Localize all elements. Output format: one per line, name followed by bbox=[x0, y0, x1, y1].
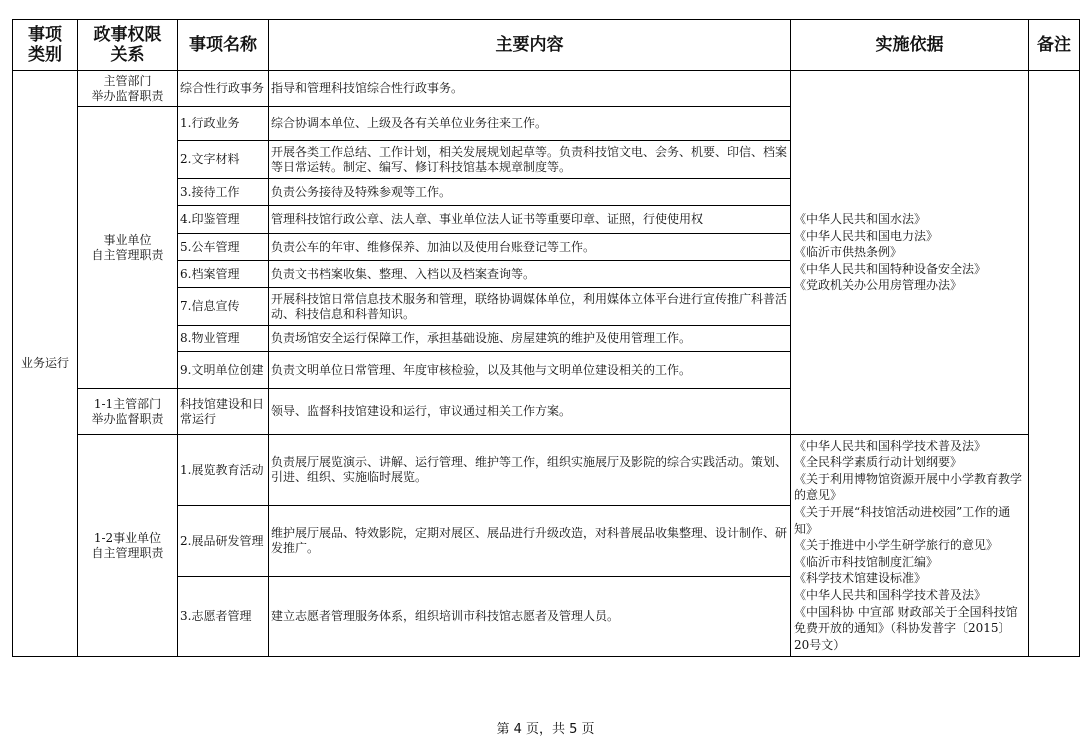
basis-item: 《全民科学素质行动计划纲要》 bbox=[794, 455, 963, 470]
basis-item: 《党政机关办公用房管理办法》 bbox=[794, 278, 963, 293]
basis-item: 《中国科协 中宣部 财政部关于全国科技馆免费开放的通知》（科协发普字〔2015〕20号文） bbox=[794, 604, 1018, 652]
header-content: 主要内容 bbox=[269, 20, 791, 71]
item-name: 3.志愿者管理 bbox=[178, 577, 269, 657]
table-row bbox=[13, 435, 1080, 506]
basis-cell-group1 bbox=[791, 71, 1029, 435]
basis-item: 《临沂市供热条例》 bbox=[794, 245, 903, 260]
basis-item: 《科学技术馆建设标准》 bbox=[794, 571, 927, 586]
item-content: 建立志愿者管理服务体系，组织培训市科技馆志愿者及管理人员。 bbox=[269, 577, 791, 657]
item-content: 维护展厅展品、特效影院，定期对展区、展品进行升级改造，对科普展品收集整理、设计制作、研发推广。 bbox=[269, 506, 791, 577]
item-name: 4.印鉴管理 bbox=[178, 206, 269, 234]
header-name: 事项名称 bbox=[178, 20, 269, 71]
item-content: 负责公务接待及特殊参观等工作。 bbox=[269, 179, 791, 206]
item-name: 3.接待工作 bbox=[178, 179, 269, 206]
table-row bbox=[13, 71, 1080, 107]
item-name: 8.物业管理 bbox=[178, 326, 269, 352]
basis-item: 《关于开展“科技馆活动进校园”工作的通知》 bbox=[794, 505, 1011, 536]
remarks-cell bbox=[1029, 71, 1080, 657]
item-name: 1.行政业务 bbox=[178, 107, 269, 141]
basis-item: 《关于推进中小学生研学旅行的意见》 bbox=[794, 538, 999, 553]
item-content: 指导和管理科技馆综合性行政事务。 bbox=[269, 71, 791, 107]
basis-item: 《关于利用博物馆资源开展中小学教育教学的意见》 bbox=[794, 471, 1023, 503]
header-row bbox=[13, 20, 1080, 71]
relation-cell: 1-2事业单位 自主管理职责 bbox=[78, 435, 178, 657]
header-remarks: 备注 bbox=[1029, 20, 1080, 71]
item-name: 5.公车管理 bbox=[178, 234, 269, 261]
responsibility-table bbox=[12, 19, 1080, 657]
item-name: 综合性行政事务 bbox=[178, 71, 269, 107]
item-name: 9.文明单位创建 bbox=[178, 352, 269, 389]
item-name: 1.展览教育活动 bbox=[178, 435, 269, 506]
basis-item: 《中华人民共和国电力法》 bbox=[794, 228, 939, 243]
item-name: 2.文字材料 bbox=[178, 141, 269, 179]
basis-item: 《中华人民共和国科学技术普及法》 bbox=[794, 438, 987, 453]
basis-item: 《中华人民共和国科学技术普及法》 bbox=[794, 587, 987, 602]
relation-cell: 事业单位 自主管理职责 bbox=[78, 107, 178, 389]
item-content: 开展各类工作总结、工作计划，相关发展规划起草等。负责科技馆文电、会务、机要、印信、档案等日常运转。制定、编写、修订科技馆基本规章制度等。 bbox=[269, 141, 791, 179]
header-relation: 政事权限 关系 bbox=[78, 20, 178, 71]
basis-item: 《临沂市科技馆制度汇编》 bbox=[794, 554, 939, 569]
item-content: 负责公车的年审、维修保养、加油以及使用台账登记等工作。 bbox=[269, 234, 791, 261]
item-content: 负责场馆安全运行保障工作，承担基础设施、房屋建筑的维护及使用管理工作。 bbox=[269, 326, 791, 352]
item-content: 领导、监督科技馆建设和运行，审议通过相关工作方案。 bbox=[269, 389, 791, 435]
item-content: 管理科技馆行政公章、法人章、事业单位法人证书等重要印章、证照，行使使用权 bbox=[269, 206, 791, 234]
item-name: 6.档案管理 bbox=[178, 261, 269, 288]
header-category: 事项 类别 bbox=[13, 20, 78, 71]
item-name: 7.信息宣传 bbox=[178, 288, 269, 326]
page-footer: 第 4 页，共 5 页 bbox=[496, 722, 595, 737]
basis-item: 《中华人民共和国水法》 bbox=[794, 212, 927, 227]
item-content: 负责文明单位日常管理、年度审核检验，以及其他与文明单位建设相关的工作。 bbox=[269, 352, 791, 389]
header-basis: 实施依据 bbox=[791, 20, 1029, 71]
item-content: 负责文书档案收集、整理、入档以及档案查询等。 bbox=[269, 261, 791, 288]
category-cell: 业务运行 bbox=[13, 71, 78, 657]
item-content: 开展科技馆日常信息技术服务和管理，联络协调媒体单位，利用媒体立体平台进行宣传推广科普活动、科技信息和科普知识。 bbox=[269, 288, 791, 326]
basis-item: 《中华人民共和国特种设备安全法》 bbox=[794, 261, 987, 276]
item-content: 负责展厅展览演示、讲解、运行管理、维护等工作，组织实施展厅及影院的综合实践活动。策划、引进、组织、实施临时展览。 bbox=[269, 435, 791, 506]
relation-cell: 主管部门 举办监督职责 bbox=[78, 71, 178, 107]
item-name: 科技馆建设和日常运行 bbox=[178, 389, 269, 435]
relation-cell: 1-1主管部门 举办监督职责 bbox=[78, 389, 178, 435]
item-name: 2.展品研发管理 bbox=[178, 506, 269, 577]
basis-cell-group2 bbox=[791, 435, 1029, 657]
item-content: 综合协调本单位、上级及各有关单位业务往来工作。 bbox=[269, 107, 791, 141]
